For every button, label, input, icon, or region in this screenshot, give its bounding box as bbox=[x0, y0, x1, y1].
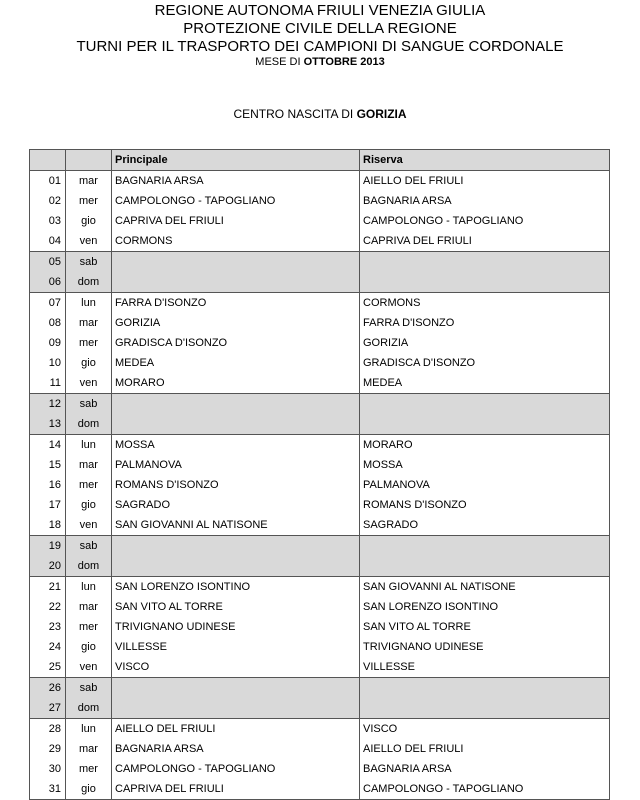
riserva-cell: GORIZIA bbox=[360, 333, 610, 353]
riserva-cell: ROMANS D'ISONZO bbox=[360, 495, 610, 515]
day-name: ven bbox=[66, 515, 112, 536]
riserva-cell: GRADISCA D'ISONZO bbox=[360, 353, 610, 373]
day-name: ven bbox=[66, 231, 112, 252]
day-number: 14 bbox=[30, 435, 66, 456]
day-name: mer bbox=[66, 191, 112, 211]
table-row bbox=[30, 617, 610, 637]
day-name: dom bbox=[66, 698, 112, 719]
principale-cell bbox=[112, 556, 360, 577]
principale-cell bbox=[112, 252, 360, 273]
table-row bbox=[30, 211, 610, 231]
day-number: 13 bbox=[30, 414, 66, 435]
principale-cell: GRADISCA D'ISONZO bbox=[112, 333, 360, 353]
principale-cell: VILLESSE bbox=[112, 637, 360, 657]
riserva-cell bbox=[360, 556, 610, 577]
table-row bbox=[30, 353, 610, 373]
day-number: 24 bbox=[30, 637, 66, 657]
riserva-cell: CAMPOLONGO - TAPOGLIANO bbox=[360, 779, 610, 800]
table-row bbox=[30, 637, 610, 657]
day-number: 19 bbox=[30, 536, 66, 557]
riserva-cell: BAGNARIA ARSA bbox=[360, 759, 610, 779]
day-name: dom bbox=[66, 272, 112, 293]
table-row bbox=[30, 293, 610, 314]
day-number: 21 bbox=[30, 577, 66, 598]
table-row bbox=[30, 779, 610, 800]
centro-name: GORIZIA bbox=[356, 107, 407, 121]
table-row bbox=[30, 515, 610, 536]
schedule-table bbox=[29, 149, 610, 800]
principale-cell: CAMPOLONGO - TAPOGLIANO bbox=[112, 759, 360, 779]
table-row bbox=[30, 455, 610, 475]
table-row bbox=[30, 272, 610, 293]
riserva-cell bbox=[360, 252, 610, 273]
riserva-cell: TRIVIGNANO UDINESE bbox=[360, 637, 610, 657]
day-number: 31 bbox=[30, 779, 66, 800]
table-row bbox=[30, 597, 610, 617]
riserva-cell: AIELLO DEL FRIULI bbox=[360, 171, 610, 192]
day-name: lun bbox=[66, 577, 112, 598]
day-number: 15 bbox=[30, 455, 66, 475]
table-row bbox=[30, 657, 610, 678]
table-row bbox=[30, 252, 610, 273]
day-name: mer bbox=[66, 759, 112, 779]
riserva-cell: SAN LORENZO ISONTINO bbox=[360, 597, 610, 617]
day-number: 28 bbox=[30, 719, 66, 740]
riserva-cell: PALMANOVA bbox=[360, 475, 610, 495]
table-row bbox=[30, 536, 610, 557]
principale-cell: CAPRIVA DEL FRIULI bbox=[112, 211, 360, 231]
day-number: 01 bbox=[30, 171, 66, 192]
day-number: 10 bbox=[30, 353, 66, 373]
principale-cell: ROMANS D'ISONZO bbox=[112, 475, 360, 495]
principale-cell: BAGNARIA ARSA bbox=[112, 739, 360, 759]
day-number: 11 bbox=[30, 373, 66, 394]
day-name: mar bbox=[66, 739, 112, 759]
day-name: mar bbox=[66, 597, 112, 617]
table-row bbox=[30, 698, 610, 719]
principale-cell: CAPRIVA DEL FRIULI bbox=[112, 779, 360, 800]
principale-cell bbox=[112, 272, 360, 293]
riserva-cell: CAMPOLONGO - TAPOGLIANO bbox=[360, 211, 610, 231]
day-name: gio bbox=[66, 779, 112, 800]
header-riserva: Riserva bbox=[360, 150, 610, 171]
day-number: 23 bbox=[30, 617, 66, 637]
day-number: 27 bbox=[30, 698, 66, 719]
day-name: mer bbox=[66, 475, 112, 495]
day-number: 25 bbox=[30, 657, 66, 678]
day-number: 12 bbox=[30, 394, 66, 415]
centro-prefix: CENTRO NASCITA DI bbox=[233, 107, 357, 121]
day-name: sab bbox=[66, 252, 112, 273]
principale-cell: SAGRADO bbox=[112, 495, 360, 515]
day-name: mar bbox=[66, 313, 112, 333]
day-number: 22 bbox=[30, 597, 66, 617]
day-number: 08 bbox=[30, 313, 66, 333]
riserva-cell: MEDEA bbox=[360, 373, 610, 394]
day-name: lun bbox=[66, 435, 112, 456]
day-name: gio bbox=[66, 637, 112, 657]
riserva-cell: BAGNARIA ARSA bbox=[360, 191, 610, 211]
riserva-cell bbox=[360, 536, 610, 557]
table-row bbox=[30, 435, 610, 456]
table-row bbox=[30, 333, 610, 353]
day-number: 04 bbox=[30, 231, 66, 252]
principale-cell: AIELLO DEL FRIULI bbox=[112, 719, 360, 740]
riserva-cell: SAN GIOVANNI AL NATISONE bbox=[360, 577, 610, 598]
day-name: dom bbox=[66, 556, 112, 577]
day-number: 18 bbox=[30, 515, 66, 536]
day-name: gio bbox=[66, 353, 112, 373]
day-number: 05 bbox=[30, 252, 66, 273]
day-number: 26 bbox=[30, 678, 66, 699]
day-number: 09 bbox=[30, 333, 66, 353]
table-row bbox=[30, 394, 610, 415]
table-row bbox=[30, 577, 610, 598]
table-row bbox=[30, 556, 610, 577]
riserva-cell: CORMONS bbox=[360, 293, 610, 314]
riserva-cell bbox=[360, 414, 610, 435]
riserva-cell: SAGRADO bbox=[360, 515, 610, 536]
day-name: mer bbox=[66, 617, 112, 637]
principale-cell: SAN LORENZO ISONTINO bbox=[112, 577, 360, 598]
day-name: mar bbox=[66, 171, 112, 192]
riserva-cell: VILLESSE bbox=[360, 657, 610, 678]
principale-cell bbox=[112, 394, 360, 415]
riserva-cell: FARRA D'ISONZO bbox=[360, 313, 610, 333]
day-number: 03 bbox=[30, 211, 66, 231]
header-principale: Principale bbox=[112, 150, 360, 171]
principale-cell: MORARO bbox=[112, 373, 360, 394]
day-name: mer bbox=[66, 333, 112, 353]
principale-cell: GORIZIA bbox=[112, 313, 360, 333]
day-name: sab bbox=[66, 394, 112, 415]
riserva-cell bbox=[360, 698, 610, 719]
day-number: 07 bbox=[30, 293, 66, 314]
riserva-cell bbox=[360, 394, 610, 415]
principale-cell: FARRA D'ISONZO bbox=[112, 293, 360, 314]
header-region: REGIONE AUTONOMA FRIULI VENEZIA GIULIA bbox=[154, 2, 486, 19]
header-title: TURNI PER IL TRASPORTO DEI CAMPIONI DI SANGUE CORDONALE bbox=[76, 38, 564, 55]
riserva-cell: VISCO bbox=[360, 719, 610, 740]
principale-cell: SAN GIOVANNI AL NATISONE bbox=[112, 515, 360, 536]
riserva-cell: MOSSA bbox=[360, 455, 610, 475]
table-row bbox=[30, 739, 610, 759]
principale-cell: CORMONS bbox=[112, 231, 360, 252]
table-row bbox=[30, 759, 610, 779]
table-header-row bbox=[30, 150, 610, 171]
day-number: 29 bbox=[30, 739, 66, 759]
month-value: OTTOBRE 2013 bbox=[303, 56, 385, 68]
table-row bbox=[30, 171, 610, 192]
riserva-cell: CAPRIVA DEL FRIULI bbox=[360, 231, 610, 252]
day-number: 17 bbox=[30, 495, 66, 515]
day-name: ven bbox=[66, 373, 112, 394]
principale-cell: SAN VITO AL TORRE bbox=[112, 597, 360, 617]
riserva-cell: MORARO bbox=[360, 435, 610, 456]
day-name: gio bbox=[66, 211, 112, 231]
day-number: 06 bbox=[30, 272, 66, 293]
month-prefix: MESE DI bbox=[255, 56, 304, 68]
day-number: 20 bbox=[30, 556, 66, 577]
principale-cell: MEDEA bbox=[112, 353, 360, 373]
principale-cell bbox=[112, 698, 360, 719]
day-name: dom bbox=[66, 414, 112, 435]
riserva-cell bbox=[360, 272, 610, 293]
table-row bbox=[30, 414, 610, 435]
table-row bbox=[30, 191, 610, 211]
day-number: 16 bbox=[30, 475, 66, 495]
principale-cell: MOSSA bbox=[112, 435, 360, 456]
day-name: ven bbox=[66, 657, 112, 678]
day-name: gio bbox=[66, 495, 112, 515]
table-row bbox=[30, 719, 610, 740]
riserva-cell: SAN VITO AL TORRE bbox=[360, 617, 610, 637]
table-row bbox=[30, 495, 610, 515]
table-row bbox=[30, 313, 610, 333]
principale-cell: PALMANOVA bbox=[112, 455, 360, 475]
header-month bbox=[0, 55, 640, 69]
day-name: lun bbox=[66, 719, 112, 740]
day-name: lun bbox=[66, 293, 112, 314]
principale-cell bbox=[112, 536, 360, 557]
table-body bbox=[30, 171, 610, 800]
riserva-cell bbox=[360, 678, 610, 699]
day-name: sab bbox=[66, 536, 112, 557]
principale-cell: VISCO bbox=[112, 657, 360, 678]
table-row bbox=[30, 373, 610, 394]
principale-cell bbox=[112, 414, 360, 435]
day-number: 30 bbox=[30, 759, 66, 779]
principale-cell bbox=[112, 678, 360, 699]
header-num bbox=[30, 150, 66, 171]
riserva-cell: AIELLO DEL FRIULI bbox=[360, 739, 610, 759]
table-row bbox=[30, 475, 610, 495]
header-department: PROTEZIONE CIVILE DELLA REGIONE bbox=[183, 20, 457, 37]
header-day bbox=[66, 150, 112, 171]
principale-cell: BAGNARIA ARSA bbox=[112, 171, 360, 192]
day-name: mar bbox=[66, 455, 112, 475]
day-name: sab bbox=[66, 678, 112, 699]
principale-cell: TRIVIGNANO UDINESE bbox=[112, 617, 360, 637]
table-row bbox=[30, 678, 610, 699]
table-row bbox=[30, 231, 610, 252]
centro-nascita bbox=[0, 107, 640, 121]
principale-cell: CAMPOLONGO - TAPOGLIANO bbox=[112, 191, 360, 211]
day-number: 02 bbox=[30, 191, 66, 211]
